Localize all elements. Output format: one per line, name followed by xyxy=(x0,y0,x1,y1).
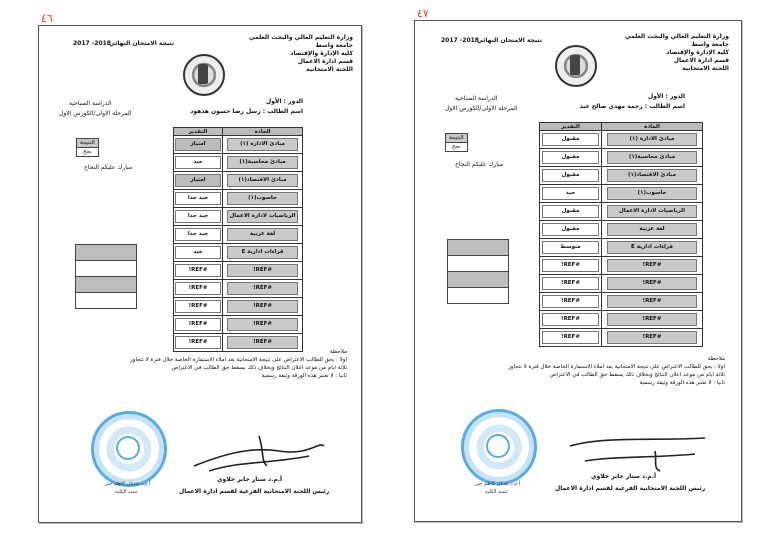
table-row xyxy=(174,208,303,226)
notes-line-1: اولا : يحق للطالب الاعتراض على نتيجة الامتحانية بعد املاء الاستمارة الخاصة خلال فترة لا تتجاوز xyxy=(130,357,347,363)
blank-box xyxy=(447,239,509,304)
university-logo xyxy=(183,54,225,96)
subject-cell: مبادئ الاقتصاد(١) xyxy=(227,174,298,187)
study-stage: المرحلة الاولى/الكورس الاول xyxy=(445,105,518,112)
grade-cell: مقبول xyxy=(542,169,599,182)
stamp-caption: أ.م.د عدنان كاظم جبر xyxy=(105,481,151,487)
table-row xyxy=(174,244,303,262)
table-row xyxy=(540,311,703,329)
result-sheet-left xyxy=(38,12,362,523)
grade-cell: جيد xyxy=(175,246,220,259)
subject-cell: #REF! xyxy=(607,331,697,344)
subject-cell: الرياضيات لادارة الاعمال xyxy=(227,210,298,223)
table-row xyxy=(540,221,703,239)
notes-line-3: ثانيا : لا تعتبر هذه الورقة وثيقة رسمية xyxy=(639,380,725,386)
subject-cell: مبادئ محاسبة(١) xyxy=(607,151,697,164)
student-name: اسم الطالب : رحمة مهدي صالح عبد xyxy=(579,103,685,110)
table-row xyxy=(540,167,703,185)
grades-table xyxy=(173,127,303,352)
congrats-text: مبارك عليكم النجاح xyxy=(455,161,504,168)
col-subject-header: المادة xyxy=(223,128,303,136)
table-row xyxy=(174,226,303,244)
subject-cell: مبادئ الادارة (١) xyxy=(227,138,298,151)
table-row xyxy=(540,329,703,347)
stamp-subcaption: عميد الكلية xyxy=(485,489,509,495)
college-name: كلية الإدارة والإقتصاد xyxy=(666,49,729,56)
table-row xyxy=(540,275,703,293)
subject-cell: لغة عربية xyxy=(227,228,298,241)
subject-cell: مبادئ الادارة (١) xyxy=(607,133,697,146)
grade-cell: جيد xyxy=(542,187,599,200)
table-row xyxy=(540,293,703,311)
notes-line-2: ثلاثة ايام من موعد اعلان النتائج وبخلاف ذلك يسقط حق الطالب في الاعتراض xyxy=(549,372,725,378)
signer-title: رئيس اللجنة الامتحانية الفرعية لقسم ادارة الاعمال xyxy=(179,488,330,495)
table-row xyxy=(174,280,303,298)
grade-cell: متوسط xyxy=(542,241,599,254)
subject-cell: #REF! xyxy=(607,295,697,308)
col-subject-header: المادة xyxy=(601,123,702,131)
result-label: النتيجة xyxy=(446,134,468,143)
grade-cell: جيد جدا xyxy=(175,210,220,223)
notes-heading: ملاحظة xyxy=(707,356,725,362)
grade-cell: #REF! xyxy=(542,277,599,290)
grade-cell: مقبول xyxy=(542,223,599,236)
table-row xyxy=(540,185,703,203)
table-row xyxy=(174,172,303,190)
subject-cell: حاسوب(١) xyxy=(227,192,298,205)
subject-cell: #REF! xyxy=(607,277,697,290)
ministry-header xyxy=(625,33,729,73)
table-row xyxy=(174,190,303,208)
table-row xyxy=(540,149,703,167)
table-row xyxy=(174,136,303,154)
student-name: اسم الطالب : رسل رضا حسون هدهود xyxy=(190,108,303,115)
exam-round: الدور : الأول xyxy=(648,93,685,100)
result-box xyxy=(76,138,99,157)
stamp-subcaption: عميد الكلية xyxy=(115,489,139,495)
blank-box xyxy=(75,244,137,309)
university-name: جامعة واسط xyxy=(315,42,353,49)
stamp-caption: أ.م.د عدنان كاظم جبر xyxy=(475,481,521,487)
grade-cell: #REF! xyxy=(542,313,599,326)
signer-title: رئيس اللجنة الامتحانية الفرعية لقسم ادارة الاعمال xyxy=(555,485,706,492)
table-row xyxy=(540,257,703,275)
study-type: الدراسة الصباحية xyxy=(455,95,498,102)
grade-cell: مقبول xyxy=(542,151,599,164)
table-row xyxy=(540,203,703,221)
table-row xyxy=(174,154,303,172)
subject-cell: الرياضيات لادارة الاعمال xyxy=(607,205,697,218)
grade-cell: #REF! xyxy=(542,295,599,308)
result-label: النتيجة xyxy=(77,139,99,148)
committee-name: اللجنة الامتحانية xyxy=(306,66,353,73)
result-box xyxy=(445,133,468,152)
grade-cell: مقبول xyxy=(542,133,599,146)
grade-cell: #REF! xyxy=(542,331,599,344)
subject-cell: #REF! xyxy=(227,336,298,349)
grade-cell: جيد xyxy=(175,156,220,169)
subject-cell: #REF! xyxy=(607,313,697,326)
signature xyxy=(565,426,715,476)
study-type: الدراسة الصباحية xyxy=(69,100,112,107)
grade-cell: جيد جدا xyxy=(175,192,220,205)
grades-table xyxy=(539,122,703,347)
university-logo xyxy=(555,45,597,87)
signer-name: أ.م.د ستار جابر خلاوي xyxy=(591,473,657,480)
ministry-header xyxy=(249,34,353,74)
subject-cell: قراءات ادارية E xyxy=(607,241,697,254)
exam-year: 2017 -2018 xyxy=(441,37,479,44)
signature xyxy=(189,426,329,476)
grade-cell: #REF! xyxy=(175,282,220,295)
subject-cell: لغة عربية xyxy=(607,223,697,236)
grade-cell: امتياز xyxy=(175,174,220,187)
ministry-name: وزارة التعليم العالي والبحث العلمي xyxy=(248,34,353,41)
signer-name: أ.م.د ستار جابر خلاوي xyxy=(217,476,283,483)
exam-round: الدور : الأول xyxy=(266,98,303,105)
page-number: ٤٦ xyxy=(41,12,53,25)
result-value: نجح xyxy=(77,148,99,157)
notes-block xyxy=(130,348,347,380)
college-name: كلية الإدارة والإقتصاد xyxy=(290,50,353,57)
grade-cell: امتياز xyxy=(175,138,220,151)
subject-cell: مبادئ الاقتصاد(١) xyxy=(607,169,697,182)
notes-line-3: ثانيا : لا تعتبر هذه الورقة وثيقة رسمية xyxy=(261,373,347,379)
official-stamp xyxy=(461,409,537,485)
exam-title: نتيجة الامتحان النهائي xyxy=(109,40,174,47)
subject-cell: #REF! xyxy=(227,300,298,313)
subject-cell: #REF! xyxy=(227,264,298,277)
subject-cell: #REF! xyxy=(227,282,298,295)
department-name: قسم ادارة الاعمال xyxy=(297,58,353,65)
table-row xyxy=(540,131,703,149)
notes-heading: ملاحظة xyxy=(329,349,347,355)
subject-cell: مبادئ محاسبة(١) xyxy=(227,156,298,169)
table-row xyxy=(174,316,303,334)
grade-cell: مقبول xyxy=(542,205,599,218)
university-name: جامعة واسط xyxy=(691,41,729,48)
exam-title: نتيجة الامتحان النهائي xyxy=(477,37,542,44)
grade-cell: #REF! xyxy=(175,300,220,313)
col-grade-header: التقدير xyxy=(540,123,602,131)
grade-cell: #REF! xyxy=(175,318,220,331)
table-row xyxy=(540,239,703,257)
grade-cell: #REF! xyxy=(175,336,220,349)
exam-year: 2017 -2018 xyxy=(73,40,111,47)
result-value: نجح xyxy=(446,143,468,152)
subject-cell: قراءات ادارية E xyxy=(227,246,298,259)
table-row xyxy=(174,262,303,280)
subject-cell: حاسوب(١) xyxy=(607,187,697,200)
notes-block xyxy=(508,355,725,387)
congrats-text: مبارك عليكم النجاح xyxy=(84,164,133,171)
study-stage: المرحلة الاولى/الكورس الاول xyxy=(59,110,132,117)
col-grade-header: التقدير xyxy=(174,128,223,136)
page-number: ٤٧ xyxy=(417,7,429,20)
notes-line-2: ثلاثة ايام من موعد اعلان النتائج وبخلاف ذلك يسقط حق الطالب في الاعتراض xyxy=(171,365,347,371)
ministry-name: وزارة التعليم العالي والبحث العلمي xyxy=(624,33,729,40)
official-stamp xyxy=(91,411,167,487)
grade-cell: جيد جدا xyxy=(175,228,220,241)
grade-cell: #REF! xyxy=(175,264,220,277)
subject-cell: #REF! xyxy=(227,318,298,331)
committee-name: اللجنة الامتحانية xyxy=(682,65,729,72)
subject-cell: #REF! xyxy=(607,259,697,272)
notes-line-1: اولا : يحق للطالب الاعتراض على نتيجة الامتحانية بعد املاء الاستمارة الخاصة خلال فترة لا تتجاوز xyxy=(508,364,725,370)
grade-cell: #REF! xyxy=(542,259,599,272)
result-sheet-right xyxy=(414,7,742,522)
department-name: قسم ادارة الاعمال xyxy=(673,57,729,64)
table-row xyxy=(174,298,303,316)
